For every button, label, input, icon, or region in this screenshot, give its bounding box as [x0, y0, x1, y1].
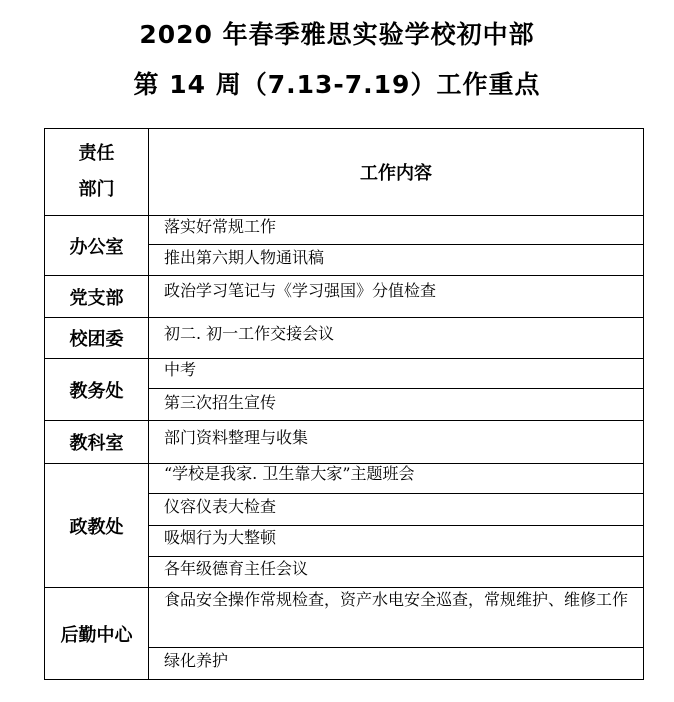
- document-subtitle: 第 14 周（7.13-7.19）工作重点: [133, 70, 541, 99]
- header-dept-label-1: 责任: [78, 143, 115, 164]
- dept-moral-education: 政教处: [69, 516, 124, 538]
- task-item: 绿化养护: [164, 651, 229, 670]
- task-item: 推出第六期人物通讯稿: [164, 248, 325, 267]
- dept-party-branch: 党支部: [69, 287, 124, 309]
- dept-youth-league: 校团委: [69, 329, 124, 350]
- task-item: 政治学习笔记与《学习强国》分值检查: [164, 281, 437, 300]
- task-item: 吸烟行为大整顿: [164, 528, 277, 547]
- header-dept-cell: [45, 129, 148, 215]
- task-item: 落实好常规工作: [164, 217, 277, 236]
- work-plan-table: [44, 128, 644, 680]
- dept-logistics-center: 后勤中心: [60, 624, 133, 646]
- dept-research-office: 教科室: [69, 433, 124, 454]
- task-item: 初二. 初一工作交接会议: [164, 324, 335, 343]
- task-item: 仪容仪表大检查: [164, 497, 277, 516]
- header-content-cell: 工作内容: [360, 163, 432, 184]
- document-title: 2020 年春季雅思实验学校初中部: [139, 20, 535, 49]
- dept-academic-affairs: 教务处: [69, 380, 124, 402]
- task-item: 食品安全操作常规检查，资产水电安全巡查，常规维护、维修工作: [164, 590, 629, 609]
- dept-office: 办公室: [69, 236, 124, 258]
- task-item: 部门资料整理与收集: [164, 428, 309, 447]
- header-dept-label-2: 部门: [78, 179, 115, 200]
- task-item: 第三次招生宣传: [164, 393, 277, 412]
- task-item: 中考: [164, 360, 197, 379]
- task-item: “学校是我家. 卫生靠大家”主题班会: [164, 464, 415, 483]
- task-item: 各年级德育主任会议: [164, 559, 309, 578]
